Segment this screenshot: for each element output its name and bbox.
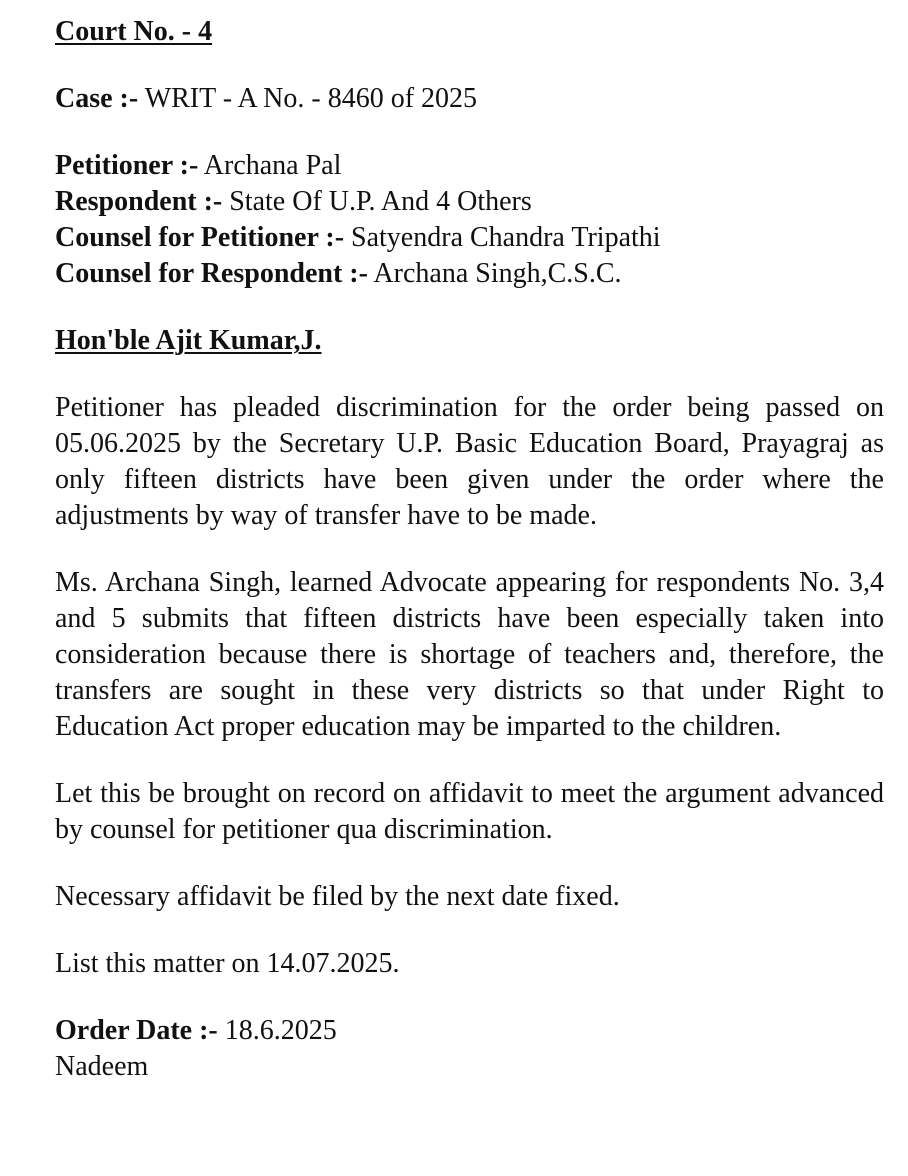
case-label: Case :- bbox=[55, 83, 139, 114]
court-number: Court No. - 4 bbox=[55, 16, 213, 47]
petitioner-line bbox=[55, 148, 884, 184]
respondent-line bbox=[55, 184, 884, 220]
case-number: WRIT - A No. - 8460 of 2025 bbox=[144, 83, 478, 114]
counsel-respondent-line bbox=[55, 256, 884, 292]
case-line bbox=[55, 81, 884, 117]
order-paragraph: Necessary affidavit be filed by the next date fixed. bbox=[55, 881, 620, 912]
petitioner-label: Petitioner :- bbox=[55, 150, 199, 181]
respondent-label: Respondent :- bbox=[55, 186, 223, 217]
order-paragraph: List this matter on 14.07.2025. bbox=[55, 948, 400, 979]
order-paragraph: Petitioner has pleaded discrimination for the order being passed on 05.06.2025 by the Secretary U.P. Basic Education Board, Prayagraj as only fifteen districts have been given under the order where the adjustments by way of transfer have to be made. bbox=[55, 392, 884, 531]
order-date-value: 18.6.2025 bbox=[224, 1015, 337, 1046]
clerk-name: Nadeem bbox=[55, 1051, 149, 1082]
petitioner-name: Archana Pal bbox=[203, 150, 342, 181]
counsel-petitioner-line bbox=[55, 220, 884, 256]
order-paragraph: Ms. Archana Singh, learned Advocate appearing for respondents No. 3,4 and 5 submits that fifteen districts have been especially taken into consideration because there is shortage of teachers and, therefore, the transfers are sought in these very districts so that under Right to Education Act proper education may be imparted to the children. bbox=[55, 567, 884, 742]
counsel-petitioner-label: Counsel for Petitioner :- bbox=[55, 222, 345, 253]
counsel-respondent-name: Archana Singh,C.S.C. bbox=[373, 258, 622, 289]
order-paragraph: Let this be brought on record on affidavit to meet the argument advanced by counsel for petitioner qua discrimination. bbox=[55, 778, 884, 845]
judge-name: Hon'ble Ajit Kumar,J. bbox=[55, 325, 322, 356]
order-date-line bbox=[55, 1013, 884, 1049]
order-date-label: Order Date :- bbox=[55, 1015, 218, 1046]
counsel-petitioner-name: Satyendra Chandra Tripathi bbox=[351, 222, 661, 253]
court-order-document bbox=[55, 14, 884, 1085]
respondent-name: State Of U.P. And 4 Others bbox=[229, 186, 532, 217]
counsel-respondent-label: Counsel for Respondent :- bbox=[55, 258, 368, 289]
